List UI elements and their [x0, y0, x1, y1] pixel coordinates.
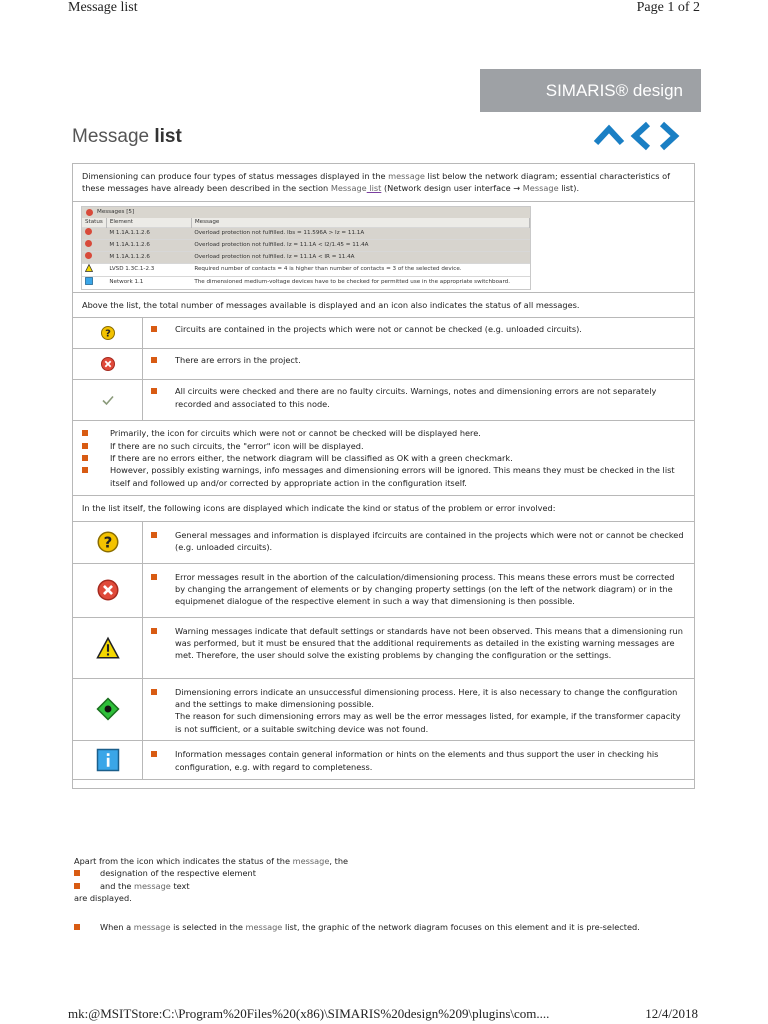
- priority-item: [82, 440, 685, 452]
- kind-row-text: General messages and information is displayed ifcircuits are contained in the projects which were not or cannot be checked (e.g. unloaded circuits).: [175, 529, 684, 553]
- after-bullet: [74, 867, 694, 879]
- intro-text: list below the network diagram; essential characteristics of these messages have already been described in the section: [82, 171, 670, 194]
- priority-item: [82, 464, 685, 489]
- icon-cell: [73, 318, 143, 348]
- message-cell: Required number of contacts = 4 is higher than number of contacts = 3 of the selected device.: [191, 263, 529, 276]
- brand-banner: [480, 69, 701, 112]
- after-highlight: message: [134, 880, 171, 891]
- element-cell: M 1.1A.1.1.2.6: [106, 239, 191, 251]
- title-prefix: Message: [72, 126, 155, 147]
- bullet-icon: [82, 455, 88, 461]
- svg-text:?: ?: [103, 533, 112, 552]
- kind-text-wrap: [165, 686, 686, 736]
- icon-cell: [73, 618, 143, 678]
- screenshot-title-bar: [82, 207, 530, 218]
- nav-arrows: [593, 121, 681, 151]
- bullet-icon: [151, 689, 157, 695]
- table-spacer: [73, 780, 694, 788]
- bullet-icon: [151, 751, 157, 757]
- kind-row: [73, 741, 694, 780]
- bullet-icon: [151, 326, 157, 332]
- screenshot-row[interactable]: [82, 239, 530, 251]
- icon-cell: [73, 679, 143, 741]
- kind-text-wrap: [165, 748, 686, 774]
- kind-text-wrap: [165, 571, 686, 612]
- message-cell: Overload protection not fulfilled. Ibs = 11.596A > Iz = 11.1A: [191, 227, 529, 239]
- screenshot-row[interactable]: [82, 227, 530, 239]
- left-chevron-icon[interactable]: [629, 121, 653, 151]
- kind-row-text: Warning messages indicate that default settings or standards have not been observed. This means that a dimensioning run was performed, but it must be ensured that the additional requirements as detailed in the existing warning messages are met. Therefore, the user should solve the existing problems by changing the configuration or the settings.: [175, 625, 683, 661]
- info-icon: [85, 277, 93, 285]
- text-cell: [143, 380, 694, 420]
- after-text: is selected in the: [170, 921, 246, 932]
- question-icon: [100, 325, 116, 341]
- bullet-icon: [151, 628, 157, 634]
- above-list-text: Above the list, the total number of messages available is displayed and an icon also indicates the status of all messages.: [82, 299, 580, 310]
- kind-row-text: Error messages result in the abortion of the calculation/dimensioning process. This means these errors must be corrected by changing the arrangement of elements or by changing property settings (on the left of the network diagram) or in the equipmenet dialogue of the respective element in such a way that dimensioning is then possible.: [175, 571, 675, 607]
- screenshot-table: [82, 218, 530, 289]
- bullet-icon: [151, 574, 157, 580]
- text-cell: [143, 741, 694, 779]
- status-cell: [82, 239, 106, 251]
- page-title: [72, 126, 182, 148]
- screenshot-row[interactable]: [82, 251, 530, 263]
- error-icon: [100, 356, 116, 372]
- kind-row: [73, 564, 694, 618]
- kind-row-text-2: The reason for such dimensioning errors may as well be the error messages listed, for example, if the transformer capacity is not sufficient, or a suitable switching device was not found.: [175, 711, 681, 734]
- question-icon: [96, 530, 120, 554]
- kind-text-wrap: [165, 529, 686, 558]
- bullet-icon: [74, 870, 80, 876]
- after-bullet-text: designation of the respective element: [100, 868, 256, 879]
- after-line: [74, 855, 694, 867]
- element-cell: M 1.1A.1.1.2.6: [106, 227, 191, 239]
- element-cell: LVSD 1.3C.1-2.3: [106, 263, 191, 276]
- intro-paragraph: [73, 164, 694, 201]
- message-list-link[interactable]: list: [366, 183, 382, 194]
- kind-row: [73, 679, 694, 742]
- text-cell: [143, 522, 694, 563]
- status-row-text: There are errors in the project.: [175, 355, 301, 366]
- intro-highlight: message: [388, 171, 425, 181]
- priority-list: [73, 421, 694, 495]
- priority-section: [73, 421, 694, 496]
- column-header: Status: [82, 218, 106, 228]
- priority-item-text: However, possibly existing warnings, info messages and dimensioning errors will be ignored. This means they must be checked in the list itself and followed up and/or corrected by appropriate action in the configuration itself.: [110, 465, 675, 488]
- intro-section: [73, 164, 694, 202]
- screenshot-title: Messages [5]: [97, 208, 135, 215]
- message-cell: Overload protection not fulfilled. Iz = 11.1A < IR = 11.4A: [191, 251, 529, 263]
- after-bullet: [74, 880, 694, 892]
- kind-row-text: Information messages contain general information or hints on the elements and thus support the user in checking his configuration, e.g. with regard to completeness.: [175, 749, 659, 772]
- title-bold: list: [154, 126, 182, 147]
- after-section: [74, 855, 694, 933]
- text-cell: [143, 564, 694, 617]
- status-row-text: Circuits are contained in the projects which were not or cannot be checked (e.g. unloaded circuits).: [175, 324, 582, 335]
- screenshot-row[interactable]: [82, 263, 530, 276]
- after-text: list, the graphic of the network diagram focuses on this element and it is pre-selected.: [282, 921, 640, 932]
- warning-icon: [96, 636, 120, 660]
- header-left: Message list: [68, 0, 138, 15]
- header-page-number: Page 1 of 2: [636, 0, 700, 15]
- priority-item: [82, 452, 685, 464]
- intro-text: (Network design user interface →: [381, 183, 523, 194]
- icon-cell: [73, 741, 143, 779]
- icon-cell: [73, 349, 143, 379]
- selection-text: [88, 921, 640, 933]
- priority-item-text: If there are no such circuits, the "error" icon will be displayed.: [110, 440, 364, 451]
- checkmark-icon: [100, 392, 116, 408]
- dimensioning-error-icon: [96, 697, 120, 721]
- status-row: [73, 380, 694, 421]
- text-cell: [143, 349, 694, 379]
- after-highlight: message: [292, 856, 330, 866]
- after-text: Apart from the icon which indicates the status of the: [74, 856, 293, 866]
- priority-item: [82, 427, 685, 439]
- status-cell: [82, 227, 106, 239]
- intro-text: Dimensioning can produce four types of status messages displayed in the: [82, 171, 389, 181]
- priority-item-text: If there are no errors either, the network diagram will be classified as OK with a green checkmark.: [110, 453, 513, 464]
- element-cell: M 1.1A.1.1.2.6: [106, 251, 191, 263]
- up-chevron-icon[interactable]: [593, 121, 625, 151]
- kind-row: [73, 522, 694, 564]
- kind-icon-rows: [73, 522, 694, 781]
- message-list-link[interactable]: Message: [330, 183, 367, 194]
- after-line: are displayed.: [74, 893, 132, 904]
- svg-text:?: ?: [104, 328, 111, 340]
- screenshot-row[interactable]: [82, 276, 530, 289]
- intro-highlight: Message: [522, 183, 559, 194]
- bullet-icon: [151, 532, 157, 538]
- right-chevron-icon[interactable]: [657, 121, 681, 151]
- footer-url: mk:@MSITStore:C:\Program%20Files%20(x86)\SIMARIS%20design%209\plugins\com....: [68, 1006, 550, 1021]
- bullet-icon: [74, 883, 80, 889]
- icon-cell: [73, 564, 143, 617]
- error-icon: [96, 578, 120, 602]
- text-cell: [143, 318, 694, 348]
- after-highlight: message: [133, 921, 171, 932]
- icon-cell: [73, 380, 143, 420]
- bullet-icon: [151, 388, 157, 394]
- kind-row: [73, 618, 694, 679]
- after-text: text: [170, 880, 190, 891]
- status-row-text: All circuits were checked and there are no faulty circuits. Warnings, notes and dimensioning errors are not separately recorded and associated to this node.: [175, 386, 657, 409]
- status-cell: [82, 263, 106, 276]
- icon-cell: [73, 522, 143, 563]
- intro-text: list).: [558, 183, 580, 194]
- above-list-section: [73, 293, 694, 318]
- column-header: Message: [191, 218, 529, 228]
- error-icon: [85, 228, 92, 235]
- kind-text-wrap: [165, 625, 686, 673]
- status-cell: [82, 251, 106, 263]
- error-icon: [85, 240, 92, 247]
- content-table: [72, 163, 695, 789]
- selection-bullet: [74, 921, 694, 933]
- screenshot-section: [73, 206, 694, 293]
- after-text: and the: [100, 880, 135, 891]
- status-row: [73, 318, 694, 349]
- status-cell: [82, 276, 106, 289]
- status-row: [73, 349, 694, 380]
- message-cell: Overload protection not fulfilled. Iz = 11.1A < I2/1.45 = 11.4A: [191, 239, 529, 251]
- message-cell: The dimensioned medium-voltage devices have to be checked for permitted use in the appropriate switchboard.: [191, 276, 529, 289]
- brand-name: SIMARIS® design: [545, 80, 683, 100]
- messages-screenshot: [81, 206, 531, 290]
- footer-date: 12/4/2018: [645, 1006, 698, 1021]
- after-text: When a: [100, 921, 134, 932]
- priority-item-text: Primarily, the icon for circuits which were not or cannot be checked will be displayed here.: [110, 428, 481, 439]
- bullet-icon: [82, 443, 88, 449]
- warning-icon: [85, 264, 93, 272]
- after-bullet-text: [88, 880, 190, 892]
- kind-row-text: Dimensioning errors indicate an unsuccessful dimensioning process. Here, it is also necessary to change the configuration and the settings to make dimensioning possible.: [175, 686, 678, 710]
- bullet-icon: [151, 357, 157, 363]
- after-highlight: message: [245, 921, 283, 932]
- text-cell: [143, 618, 694, 678]
- bullet-icon: [82, 467, 88, 473]
- info-icon: [96, 748, 120, 772]
- column-header: Element: [106, 218, 191, 228]
- in-list-section: [73, 496, 694, 521]
- after-text: , the: [329, 856, 349, 866]
- text-cell: [143, 679, 694, 741]
- error-icon: [85, 252, 92, 259]
- status-icon-rows: [73, 318, 694, 421]
- bullet-icon: [82, 430, 88, 436]
- in-list-text: In the list itself, the following icons are displayed which indicate the kind or status of the problem or error involved:: [82, 503, 556, 514]
- bullet-icon: [74, 924, 80, 930]
- error-icon: [86, 209, 93, 216]
- element-cell: Network 1.1: [106, 276, 191, 289]
